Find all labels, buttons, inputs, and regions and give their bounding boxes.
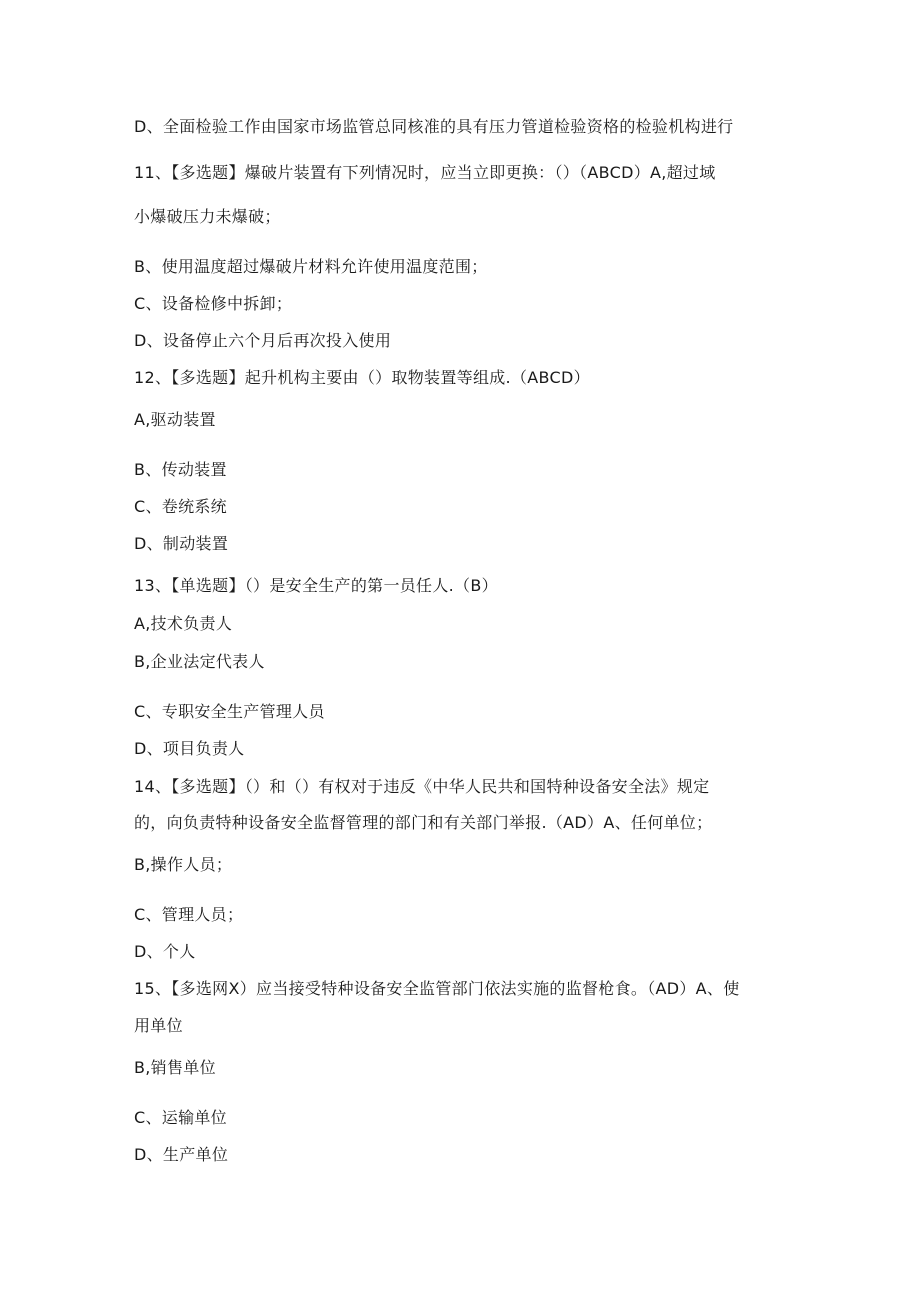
text-line: 用单位 <box>134 1016 183 1035</box>
text-line: 的，向负责特种设备安全监督管理的部门和有关部门举报.（AD）A、任何单位； <box>134 813 713 832</box>
option-line: C、运输单位 <box>134 1108 227 1127</box>
option-line: B、使用温度超过爆破片材料允许使用温度范围； <box>134 257 488 276</box>
option-line: B,企业法定代表人 <box>134 652 265 671</box>
text-line: D、全面检验工作由国家市场监管总同核准的具有压力管道检验资格的检验机构进行 <box>134 117 734 136</box>
option-line: D、设备停止六个月后再次投入使用 <box>134 331 392 350</box>
option-line: B,操作人员； <box>134 855 233 874</box>
option-line: C、管理人员； <box>134 905 244 924</box>
option-line: B、传动装置 <box>134 460 227 479</box>
option-line: C、卷统系统 <box>134 497 227 516</box>
option-line: A,技术负责人 <box>134 614 233 633</box>
option-line: A,驱动装置 <box>134 410 216 429</box>
option-line: D、制动装置 <box>134 534 229 553</box>
text-line: 小爆破压力未爆破； <box>134 207 281 226</box>
question-14-stem: 14、【多选题】（）和（）有权对于违反《中华人民共和国特种设备安全法》规定 <box>134 777 710 796</box>
question-13-stem: 13、【单选题】（）是安全生产的第一员任人.（B） <box>134 576 498 595</box>
option-line: C、设备检修中拆卸； <box>134 294 293 313</box>
option-line: C、专职安全生产管理人员 <box>134 702 325 721</box>
option-line: D、个人 <box>134 942 196 961</box>
option-line: D、生产单位 <box>134 1145 229 1164</box>
question-12-stem: 12、【多选题】起升机构主要由（）取物装置等组成.（ABCD） <box>134 368 590 387</box>
option-line: D、项目负责人 <box>134 739 245 758</box>
option-line: B,销售单位 <box>134 1058 216 1077</box>
question-11-stem: 11、【多选题】爆破片装置有下列情况时，应当立即更换：（）（ABCD）A,超过域 <box>134 163 716 182</box>
question-15-stem: 15、【多选网X）应当接受特种设备安全监管部门依法实施的监督枪食。（AD）A、使 <box>134 979 740 998</box>
